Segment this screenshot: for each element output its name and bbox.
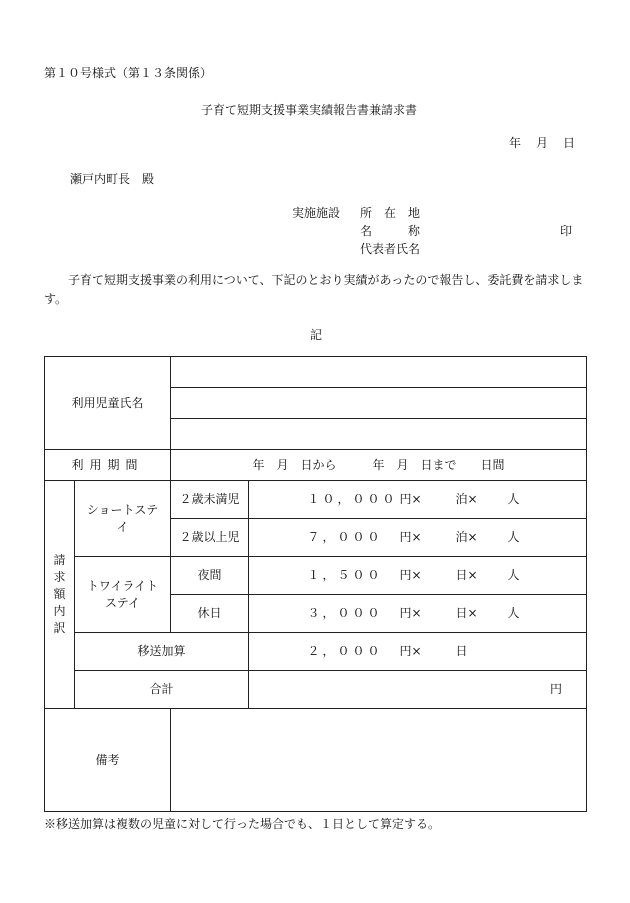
facility-label: 実施施設 (292, 206, 341, 220)
report-table (44, 356, 587, 812)
total-unit: 円 (550, 682, 563, 696)
short-stay-label-line2: イ (116, 519, 129, 534)
facility-name-label: 名 称 (360, 224, 421, 238)
report-statement: 子育て短期支援事業の利用について、下記のとおり実績があったので報告し、委託費を請求します。 (44, 273, 584, 306)
billing-label-char: 請 (53, 553, 66, 567)
rate-unit-yen: 円× (399, 492, 422, 506)
rate-unit-days: 日× (455, 606, 478, 620)
short-stay-label-line1: ショートステ (86, 502, 159, 517)
child-name-label: 利用児童氏名 (71, 395, 144, 410)
document-title: 子育て短期支援事業実績報告書兼請求書 (201, 103, 418, 117)
night-label (171, 557, 249, 595)
form-number: 第１０号様式（第１３条関係） (44, 66, 213, 80)
child-name-field-1[interactable] (171, 357, 587, 388)
billing-label-char: 額 (53, 587, 66, 601)
child-name-field-2[interactable] (171, 388, 587, 419)
period-label: 利用期間 (71, 457, 144, 472)
transport-calc[interactable] (249, 633, 587, 671)
transport-text: 移送加算 (137, 644, 186, 658)
twilight-holiday-calc[interactable] (249, 595, 587, 633)
facility-address-label: 所 在 地 (360, 206, 421, 220)
rate-unit-yen: 円× (399, 606, 422, 620)
night-text: 夜間 (197, 568, 222, 582)
total-amount-cell[interactable] (249, 671, 587, 709)
billing-label-char: 内 (53, 604, 66, 618)
short-stay-over-2-calc[interactable] (249, 519, 587, 557)
period-value-cell[interactable] (171, 450, 587, 481)
age-under-2-text: ２歳未満児 (179, 492, 240, 506)
rate-amount: ３，０００ (307, 606, 383, 620)
period-value: 年 月 日から 年 月 日まで 日間 (252, 457, 505, 472)
rate-unit-nights: 泊× (455, 492, 478, 506)
date-year-label: 年 (509, 136, 522, 150)
seal-mark: 印 (560, 224, 573, 238)
twilight-stay-label (75, 557, 171, 633)
remarks-field[interactable] (171, 709, 587, 812)
date-month-label: 月 (536, 136, 549, 150)
representative-label: 代表者氏名 (360, 242, 421, 256)
rate-unit-persons: 人 (507, 568, 520, 582)
twilight-label-line1: トワイライト (86, 578, 159, 593)
rate-amount: ７，０００ (307, 530, 383, 544)
billing-label-char: 訳 (53, 621, 66, 635)
transport-addition-label (75, 633, 249, 671)
holiday-label (171, 595, 249, 633)
addressee: 瀬戸内町長 殿 (70, 172, 155, 186)
short-stay-label (75, 481, 171, 557)
remarks-label (45, 709, 171, 812)
rate-unit-persons: 人 (507, 492, 520, 506)
total-label (75, 671, 249, 709)
period-label-cell (45, 450, 171, 481)
rate-unit-yen: 円× (399, 568, 422, 582)
total-text: 合計 (149, 682, 174, 696)
billing-breakdown-label (45, 481, 75, 709)
footnote: ※移送加算は複数の児童に対して行った場合でも、１日として算定する。 (44, 817, 441, 831)
rate-unit-persons: 人 (507, 606, 520, 620)
age-under-2-label (171, 481, 249, 519)
rate-unit-days: 日 (455, 644, 468, 658)
billing-label-char: 求 (53, 570, 66, 584)
twilight-night-calc[interactable] (249, 557, 587, 595)
rate-amount: １０，０００ (307, 492, 398, 506)
date-day-label: 日 (563, 136, 576, 150)
age-over-2-text: ２歳以上児 (179, 530, 240, 544)
short-stay-under-2-calc[interactable] (249, 481, 587, 519)
rate-unit-days: 日× (455, 568, 478, 582)
rate-amount: １，５００ (307, 568, 383, 582)
ki-heading: 記 (310, 328, 323, 342)
child-name-field-3[interactable] (171, 419, 587, 450)
remarks-text: 備考 (95, 752, 120, 767)
holiday-text: 休日 (197, 606, 222, 620)
age-over-2-label (171, 519, 249, 557)
rate-amount: ２，０００ (307, 644, 383, 658)
rate-unit-yen: 円× (399, 530, 422, 544)
twilight-label-line2: ステイ (105, 595, 140, 610)
rate-unit-persons: 人 (507, 530, 520, 544)
rate-unit-yen: 円× (399, 644, 422, 658)
child-name-label-cell (45, 357, 171, 450)
rate-unit-nights: 泊× (455, 530, 478, 544)
